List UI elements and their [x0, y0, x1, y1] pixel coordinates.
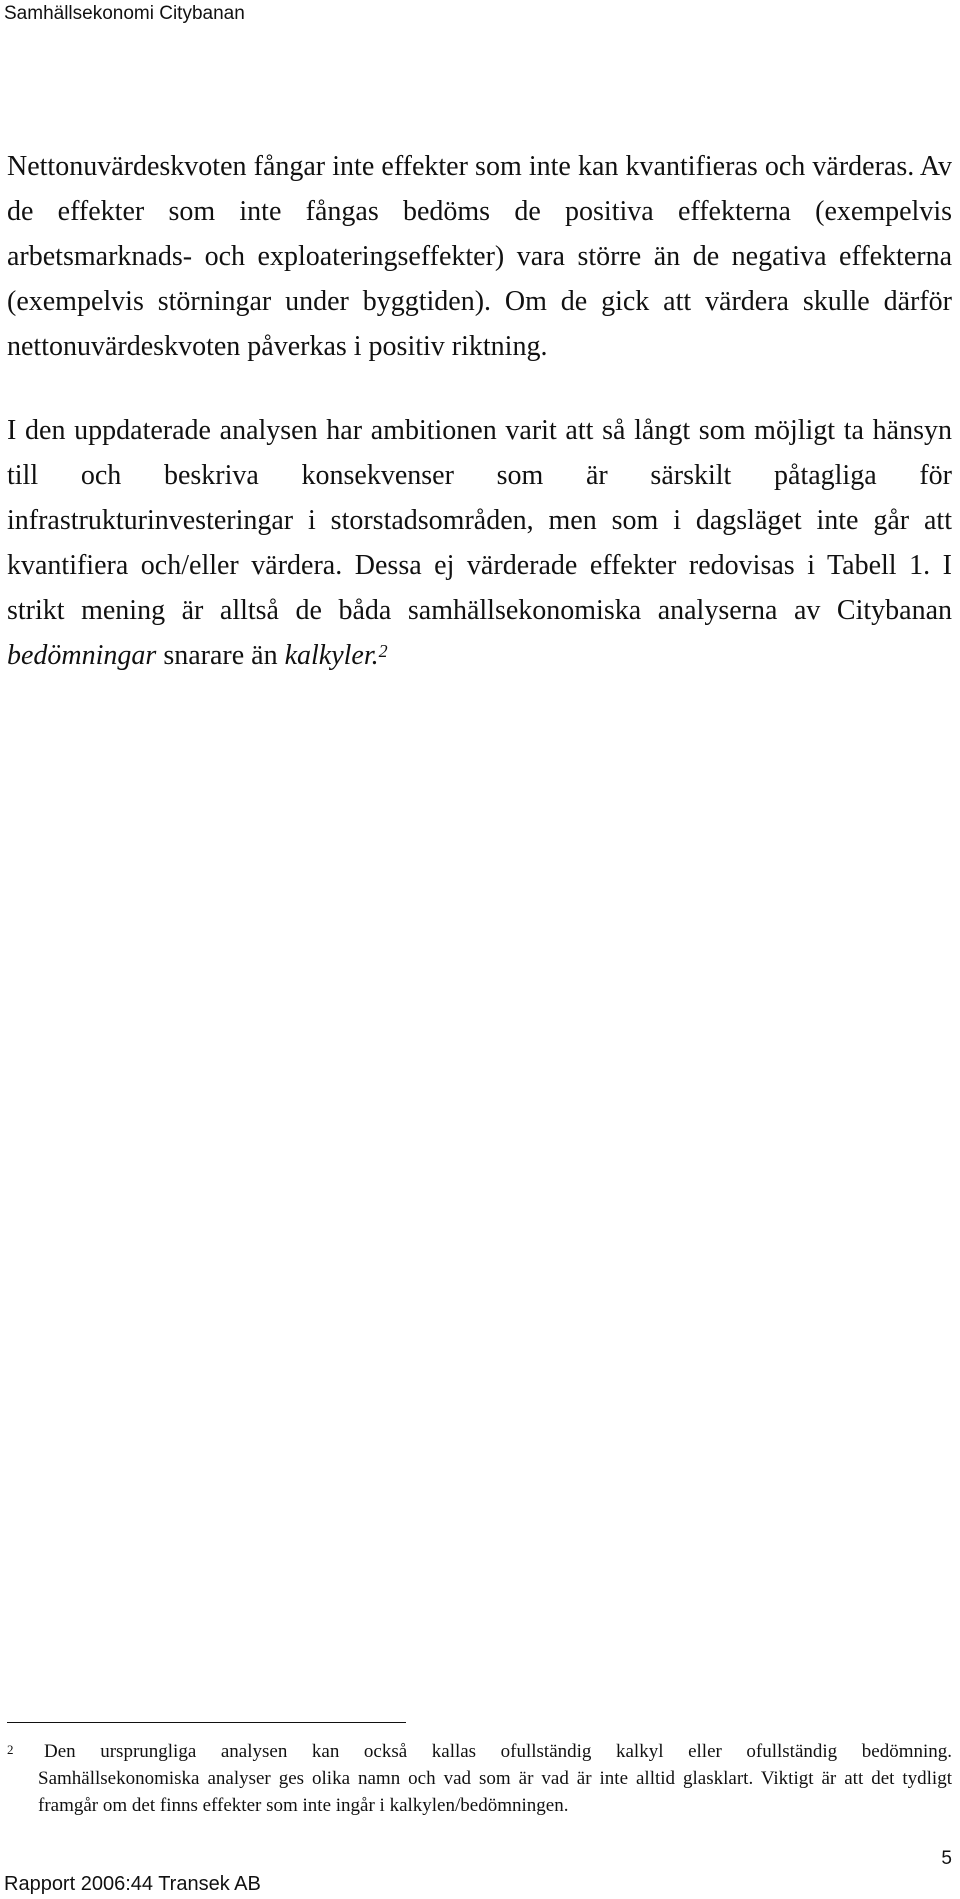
footnote-divider: [7, 1722, 406, 1723]
footnote-reference[interactable]: 2: [378, 641, 388, 661]
footnote: [7, 1738, 952, 1819]
footnote-rest: Samhällsekonomiska analyser ges olika namn och vad som är vad är inte alltid glasklart. Viktigt är att det tydligt framgår om det finns effekter som inte ingår i kalkylen/bedömningen.: [38, 1768, 952, 1816]
paragraph-text-before: I den uppdaterade analysen har ambitionen varit att så långt som möjligt ta hänsyn till och beskriva konsekvenser som är särskilt påtagliga för infrastrukturinvesteringar i storstadsområden, men som i dagsläget inte går att kvantifiera och/eller värdera. Dessa ej värderade effekter redovisas i Tabell 1. I strikt mening är alltså de båda samhällsekonomiska analyserna av Citybanan: [7, 415, 952, 626]
paragraph-npv-ratio: Nettonuvärdeskvoten fångar inte effekter som inte kan kvantifieras och värderas. Av de effekter som inte fångas bedöms de positiva effekterna (exempelvis arbetsmarknads- och exploateringseffekter) vara större än de negativa effekterna (exempelvis störningar under byggtiden). Om de gick att värdera skulle därför nettonuvärdeskvoten påverkas i positiv riktning.: [7, 151, 952, 362]
footnote-mark: 2: [7, 1742, 14, 1757]
report-footer: Rapport 2006:44 Transek AB: [4, 1873, 261, 1895]
emphasis-kalkyler: kalkyler.: [284, 640, 379, 671]
footnote-line1: Den ursprungliga analysen kan också kallas ofullständig kalkyl eller ofullständig bedömning.: [44, 1741, 952, 1762]
paragraph-updated-analysis: [7, 408, 952, 678]
running-header: Samhällsekonomi Citybanan: [4, 3, 245, 24]
emphasis-bedomningar: bedömningar: [7, 640, 157, 671]
paragraph-text-middle: snarare än: [156, 640, 285, 671]
page-number: 5: [941, 1848, 952, 1869]
